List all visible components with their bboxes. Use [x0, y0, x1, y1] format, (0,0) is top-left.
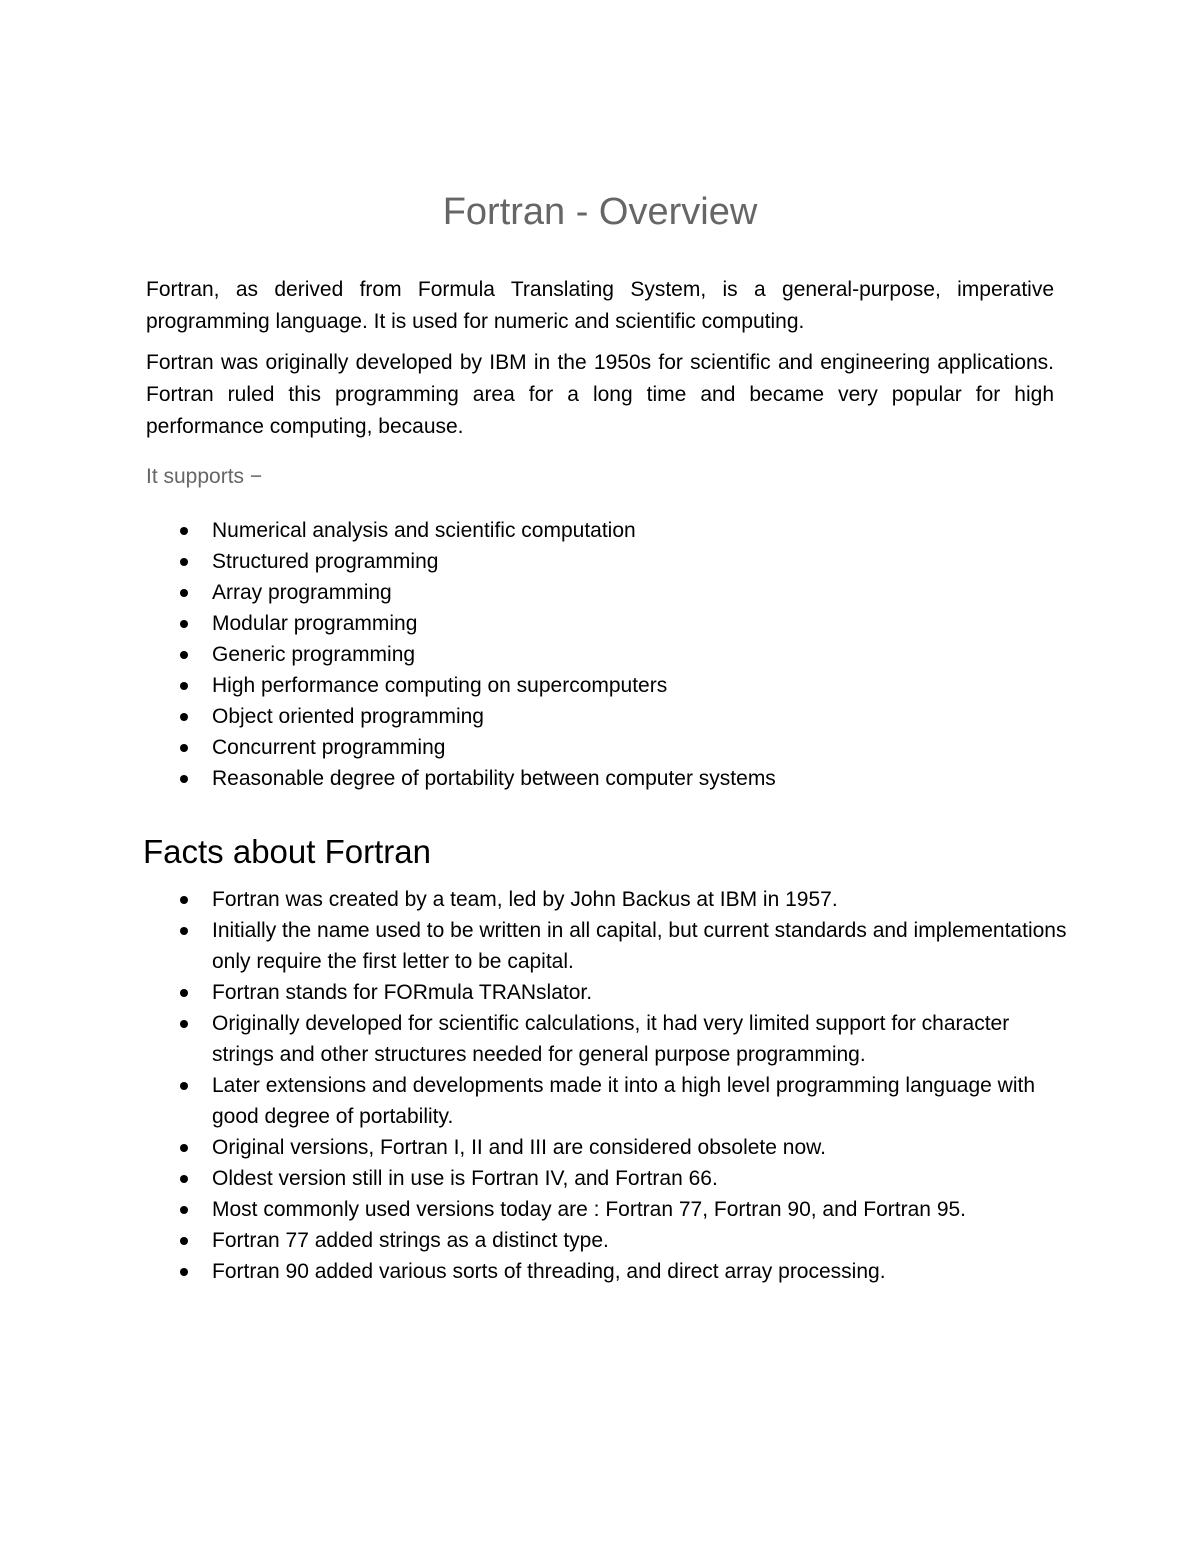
list-item-text: Generic programming — [212, 643, 416, 666]
bullet-icon — [180, 896, 188, 904]
list-item-text: Numerical analysis and scientific computation — [212, 519, 636, 542]
bullet-icon — [180, 744, 188, 752]
list-item-text: Fortran 90 added various sorts of threading, and direct array processing. — [212, 1260, 886, 1283]
list-item — [0, 670, 1072, 701]
list-item — [0, 546, 1072, 577]
list-item — [0, 1225, 1072, 1256]
list-item-text: Initially the name used to be written in all capital, but current standards and implementations only require the first letter to be capital. — [212, 919, 1067, 973]
bullet-icon — [180, 1237, 188, 1245]
supports-list — [0, 515, 1100, 794]
list-item — [0, 608, 1072, 639]
list-item-text: Later extensions and developments made it into a high level programming language with good degree of portability. — [212, 1074, 1035, 1128]
list-item — [0, 763, 1072, 794]
bullet-icon — [180, 620, 188, 628]
bullet-icon — [180, 927, 188, 935]
list-item-text: Modular programming — [212, 612, 418, 635]
page-title: Fortran - Overview — [442, 191, 758, 233]
list-item — [0, 915, 1072, 977]
list-item-text: Fortran was created by a team, led by John Backus at IBM in 1957. — [212, 888, 838, 911]
supports-label: It supports − — [146, 465, 263, 488]
intro-paragraph-1: Fortran, as derived from Formula Translating System, is a general-purpose, imperative programming language. It is used for numeric and scientific computing. — [146, 278, 1054, 333]
intro-paragraph-2: Fortran was originally developed by IBM in the 1950s for scientific and engineering applications. Fortran ruled this programming area for a long time and became very popular for high performance computing, because. — [146, 351, 1054, 438]
list-item-text: Original versions, Fortran I, II and III are considered obsolete now. — [212, 1136, 826, 1159]
bullet-icon — [180, 1020, 188, 1028]
list-item — [0, 1194, 1072, 1225]
list-item — [0, 577, 1072, 608]
list-item-text: Concurrent programming — [212, 736, 446, 759]
list-item — [0, 515, 1072, 546]
bullet-icon — [180, 651, 188, 659]
list-item — [0, 701, 1072, 732]
list-item — [0, 639, 1072, 670]
list-item-text: Fortran stands for FORmula TRANslator. — [212, 981, 593, 1004]
list-item-text: Array programming — [212, 581, 392, 604]
bullet-icon — [180, 1268, 188, 1276]
list-item-text: Originally developed for scientific calculations, it had very limited support for character strings and other structures needed for general purpose programming. — [212, 1012, 1010, 1066]
list-item — [0, 1070, 1072, 1132]
list-item-text: Most commonly used versions today are : Fortran 77, Fortran 90, and Fortran 95. — [212, 1198, 967, 1221]
facts-list — [0, 884, 1100, 1287]
list-item — [0, 884, 1072, 915]
list-item-text: Object oriented programming — [212, 705, 484, 728]
bullet-icon — [180, 1082, 188, 1090]
list-item — [0, 1163, 1072, 1194]
bullet-icon — [180, 558, 188, 566]
bullet-icon — [180, 589, 188, 597]
bullet-icon — [180, 1206, 188, 1214]
bullet-icon — [180, 1175, 188, 1183]
list-item — [0, 977, 1072, 1008]
facts-heading: Facts about Fortran — [143, 833, 431, 870]
list-item — [0, 732, 1072, 763]
list-item — [0, 1008, 1072, 1070]
bullet-icon — [180, 989, 188, 997]
bullet-icon — [180, 1144, 188, 1152]
bullet-icon — [180, 527, 188, 535]
list-item-text: High performance computing on supercomputers — [212, 674, 668, 697]
list-item-text: Reasonable degree of portability between computer systems — [212, 767, 776, 790]
list-item-text: Structured programming — [212, 550, 439, 573]
list-item — [0, 1132, 1072, 1163]
list-item-text: Oldest version still in use is Fortran IV, and Fortran 66. — [212, 1167, 718, 1190]
bullet-icon — [180, 682, 188, 690]
bullet-icon — [180, 713, 188, 721]
bullet-icon — [180, 775, 188, 783]
list-item — [0, 1256, 1072, 1287]
list-item-text: Fortran 77 added strings as a distinct type. — [212, 1229, 609, 1252]
